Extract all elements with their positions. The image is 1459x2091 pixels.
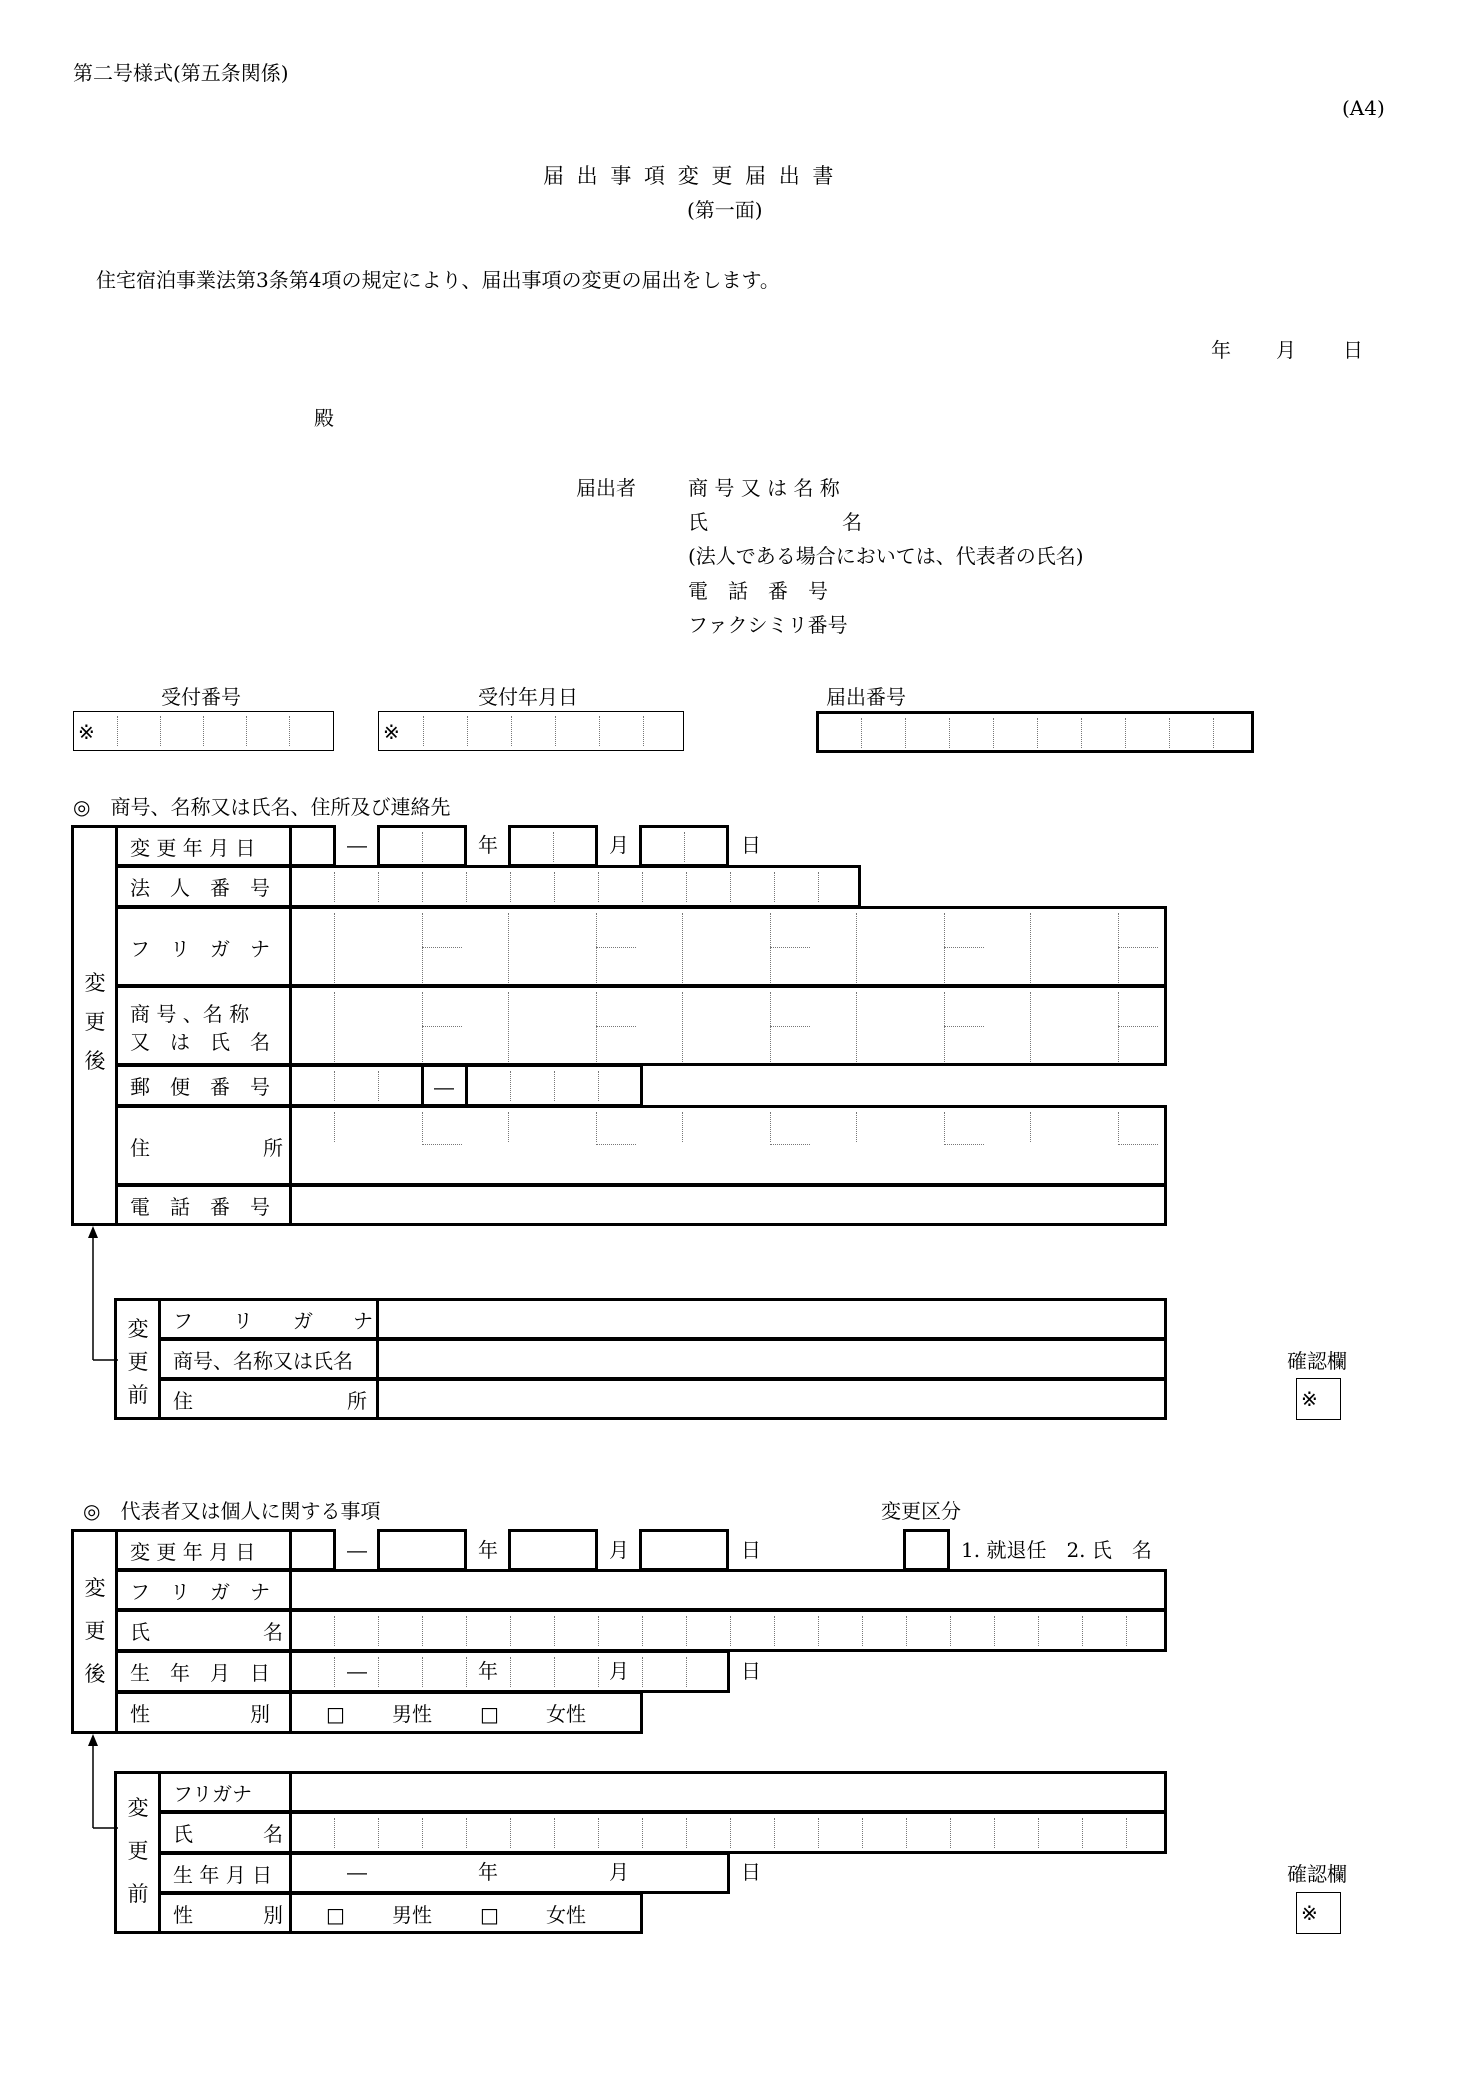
section1-after-char-2: 更 [84, 1010, 106, 1034]
section2-before-sex-label-left: 性 [173, 1903, 193, 1927]
section1-trade-name-label-2: 又 は 氏 名 [130, 1030, 270, 1054]
paper-size: (A4) [1342, 96, 1385, 120]
section1-address-field[interactable] [289, 1105, 1167, 1186]
applicant-trade-name: 商 号 又 は 名 称 [688, 476, 840, 500]
section1-before-furigana-label-cell [158, 1298, 379, 1340]
section2-sex-field [289, 1691, 643, 1734]
section2-name-label-left: 氏 [130, 1620, 150, 1644]
section1-trade-name-field[interactable] [289, 985, 1167, 1066]
section2-before-furigana-field[interactable] [289, 1771, 1167, 1813]
section2-name-label-cell [115, 1609, 292, 1652]
section1-arrow-connector [84, 1226, 118, 1362]
section1-trade-name-label-1: 商 号 、名 称 [130, 1002, 250, 1026]
section2-before-sex-label-right: 別 [263, 1903, 283, 1927]
receipt-date-mark: ※ [383, 720, 400, 744]
section2-change-kind-field[interactable] [903, 1529, 950, 1571]
section2-change-date-label-cell [115, 1529, 292, 1571]
section1-postal-dash: ― [434, 1075, 454, 1099]
section2-sex-label: 性 別 [130, 1702, 270, 1726]
section1-after-char-3: 後 [84, 1049, 106, 1073]
section2-male-label: 男性 [392, 1702, 432, 1726]
section2-furigana-field[interactable] [289, 1569, 1167, 1611]
section1-furigana-label-cell [115, 906, 292, 987]
section1-change-day-label: 日 [741, 833, 761, 857]
section2-sex-label-cell [115, 1691, 292, 1734]
section1-change-date-label-cell [115, 825, 292, 867]
receipt-number-box[interactable] [73, 711, 334, 751]
section2-furigana-label-cell [115, 1569, 292, 1611]
form-number: 第二号様式(第五条関係) [73, 61, 289, 85]
section1-confirm-mark: ※ [1301, 1387, 1318, 1411]
section1-phone-label: 電 話 番 号 [130, 1195, 270, 1219]
section2-furigana-label: フ リ ガ ナ [130, 1580, 270, 1604]
section2-before-male-checkbox[interactable]: □ [326, 1903, 345, 1927]
section1-trade-name-label-cell [115, 985, 292, 1066]
addressee-suffix: 殿 [314, 406, 334, 430]
section1-postal-first-field[interactable] [289, 1064, 424, 1107]
section2-before-furigana-label: フリガナ [173, 1782, 252, 1806]
section2-change-date-label: 変 更 年 月 日 [130, 1540, 256, 1564]
section1-before-char-1: 変 [127, 1317, 149, 1341]
section2-arrow-connector [84, 1734, 118, 1830]
section2-birth-label-cell [115, 1650, 292, 1693]
section1-postal-label: 郵 便 番 号 [130, 1075, 270, 1099]
section2-before-male-label: 男性 [392, 1903, 432, 1927]
section1-change-month-field[interactable] [508, 825, 598, 867]
section2-before-name-label-right: 名 [263, 1822, 283, 1846]
section2-before-name-field[interactable] [289, 1811, 1167, 1854]
section1-before-address-label-right: 所 [347, 1389, 367, 1413]
section2-change-era-field[interactable] [289, 1529, 336, 1571]
section1-before-address-field[interactable] [376, 1378, 1167, 1420]
section1-change-era-field[interactable] [289, 825, 336, 867]
section2-name-label-right: 名 [263, 1620, 283, 1644]
section1-before-label-cell [114, 1298, 161, 1420]
section1-change-month-label: 月 [609, 833, 629, 857]
section1-before-trade-name-label-cell [158, 1338, 379, 1380]
section1-address-label-right: 所 [263, 1136, 283, 1160]
section2-before-name-label-cell [158, 1811, 292, 1854]
receipt-date-box[interactable] [378, 711, 684, 751]
section2-before-char-2: 更 [127, 1839, 149, 1863]
section2-before-furigana-label-cell [158, 1771, 292, 1813]
section1-phone-label-cell [115, 1184, 292, 1226]
notification-number-box[interactable] [816, 711, 1254, 753]
section1-furigana-field[interactable] [289, 906, 1167, 987]
section2-change-day-label: 日 [741, 1538, 761, 1562]
section1-address-label-left: 住 [130, 1136, 150, 1160]
section1-before-char-3: 前 [127, 1383, 149, 1407]
section1-postal-label-cell [115, 1064, 292, 1107]
applicant-name-note: (法人である場合においては、代表者の氏名) [688, 544, 1084, 568]
section2-before-birth-label: 生 年 月 日 [173, 1863, 273, 1887]
receipt-number-mark: ※ [78, 720, 95, 744]
page-title: 届 出 事 項 変 更 届 出 書 [543, 164, 837, 188]
section2-confirm-label: 確認欄 [1287, 1862, 1347, 1886]
section1-before-trade-name-label: 商号、名称又は氏名 [173, 1349, 353, 1373]
section2-birth-day-label: 日 [741, 1659, 761, 1683]
section1-furigana-label: フ リ ガ ナ [130, 937, 270, 961]
section1-confirm-box[interactable] [1296, 1378, 1341, 1420]
section1-after-char-1: 変 [84, 971, 106, 995]
section2-after-char-3: 後 [84, 1662, 106, 1686]
section2-confirm-mark: ※ [1301, 1901, 1318, 1925]
section2-change-day-field[interactable] [639, 1529, 729, 1571]
date-month-label: 月 [1276, 338, 1296, 362]
section1-change-year-field[interactable] [377, 825, 467, 867]
applicant-fax: ファクシミリ番号 [688, 613, 848, 637]
applicant-phone: 電 話 番 号 [688, 579, 828, 603]
section2-female-checkbox[interactable]: □ [480, 1702, 499, 1726]
section2-before-female-label: 女性 [546, 1903, 586, 1927]
section2-birth-dash: ― [347, 1659, 367, 1683]
section1-before-furigana-field[interactable] [376, 1298, 1167, 1340]
section1-address-label-cell [115, 1105, 292, 1186]
section1-before-address-label-cell [158, 1378, 379, 1420]
section2-before-birth-label-cell [158, 1852, 292, 1894]
section2-male-checkbox[interactable]: □ [326, 1702, 345, 1726]
section1-postal-dash-cell [421, 1064, 468, 1107]
section1-change-date-dash: ― [347, 833, 367, 857]
section1-postal-second-field[interactable] [465, 1064, 643, 1107]
section2-before-birth-day-label: 日 [741, 1860, 761, 1884]
notification-number-label: 届出番号 [826, 685, 906, 709]
section1-change-date-label: 変 更 年 月 日 [130, 836, 256, 860]
applicant-name-left: 氏 [688, 510, 708, 534]
section2-heading: ◎ 代表者又は個人に関する事項 [83, 1499, 381, 1523]
section1-corp-no-field[interactable] [289, 865, 861, 908]
page-subtitle: (第一面) [687, 198, 763, 222]
section1-before-char-2: 更 [127, 1350, 149, 1374]
applicant-name-right: 名 [842, 510, 862, 534]
section2-before-sex-field [289, 1892, 643, 1934]
section1-before-trade-name-field[interactable] [376, 1338, 1167, 1380]
section2-before-char-1: 変 [127, 1796, 149, 1820]
receipt-number-label: 受付番号 [161, 685, 241, 709]
section1-after-label-cell [71, 825, 118, 1226]
section2-before-birth-dash: ― [347, 1860, 367, 1884]
section2-birth-year-label: 年 [478, 1659, 498, 1683]
section1-before-furigana-label: フ リ ガ ナ [173, 1309, 373, 1333]
section2-confirm-box[interactable] [1296, 1892, 1341, 1934]
section2-change-year-field[interactable] [377, 1529, 467, 1571]
section2-after-char-1: 変 [84, 1576, 106, 1600]
section2-before-female-checkbox[interactable]: □ [480, 1903, 499, 1927]
section2-before-char-3: 前 [127, 1882, 149, 1906]
section2-change-date-dash: ― [347, 1538, 367, 1562]
section1-corp-no-label-cell [115, 865, 292, 908]
section2-female-label: 女性 [546, 1702, 586, 1726]
section2-after-label-cell [71, 1529, 118, 1734]
section2-change-kind-label: 変更区分 [881, 1499, 961, 1523]
section2-change-month-label: 月 [609, 1538, 629, 1562]
date-year-label: 年 [1211, 338, 1231, 362]
section2-birth-month-label: 月 [609, 1659, 629, 1683]
section1-heading: ◎ 商号、名称又は氏名、住所及び連絡先 [73, 795, 451, 819]
section1-confirm-label: 確認欄 [1287, 1349, 1347, 1373]
section1-change-year-label: 年 [478, 833, 498, 857]
section2-before-birth-year-label: 年 [478, 1860, 498, 1884]
section1-change-day-field[interactable] [639, 825, 729, 867]
section2-name-field[interactable] [289, 1609, 1167, 1652]
receipt-date-label: 受付年月日 [478, 685, 578, 709]
section1-phone-field[interactable] [289, 1184, 1167, 1226]
section2-change-month-field[interactable] [508, 1529, 598, 1571]
section2-before-birth-month-label: 月 [609, 1860, 629, 1884]
section2-before-sex-label-cell [158, 1892, 292, 1934]
applicant-label: 届出者 [576, 476, 636, 500]
section2-after-char-2: 更 [84, 1619, 106, 1643]
section2-before-name-label-left: 氏 [173, 1822, 193, 1846]
section2-before-label-cell [114, 1771, 161, 1934]
section1-before-address-label-left: 住 [173, 1389, 193, 1413]
section1-corp-no-label: 法 人 番 号 [130, 876, 270, 900]
section2-change-year-label: 年 [478, 1538, 498, 1562]
intro-text: 住宅宿泊事業法第3条第4項の規定により、届出事項の変更の届出をします。 [96, 268, 780, 292]
date-day-label: 日 [1343, 338, 1363, 362]
section2-change-kind-options: 1. 就退任 2. 氏 名 [961, 1538, 1152, 1562]
section2-birth-label: 生 年 月 日 [130, 1661, 270, 1685]
